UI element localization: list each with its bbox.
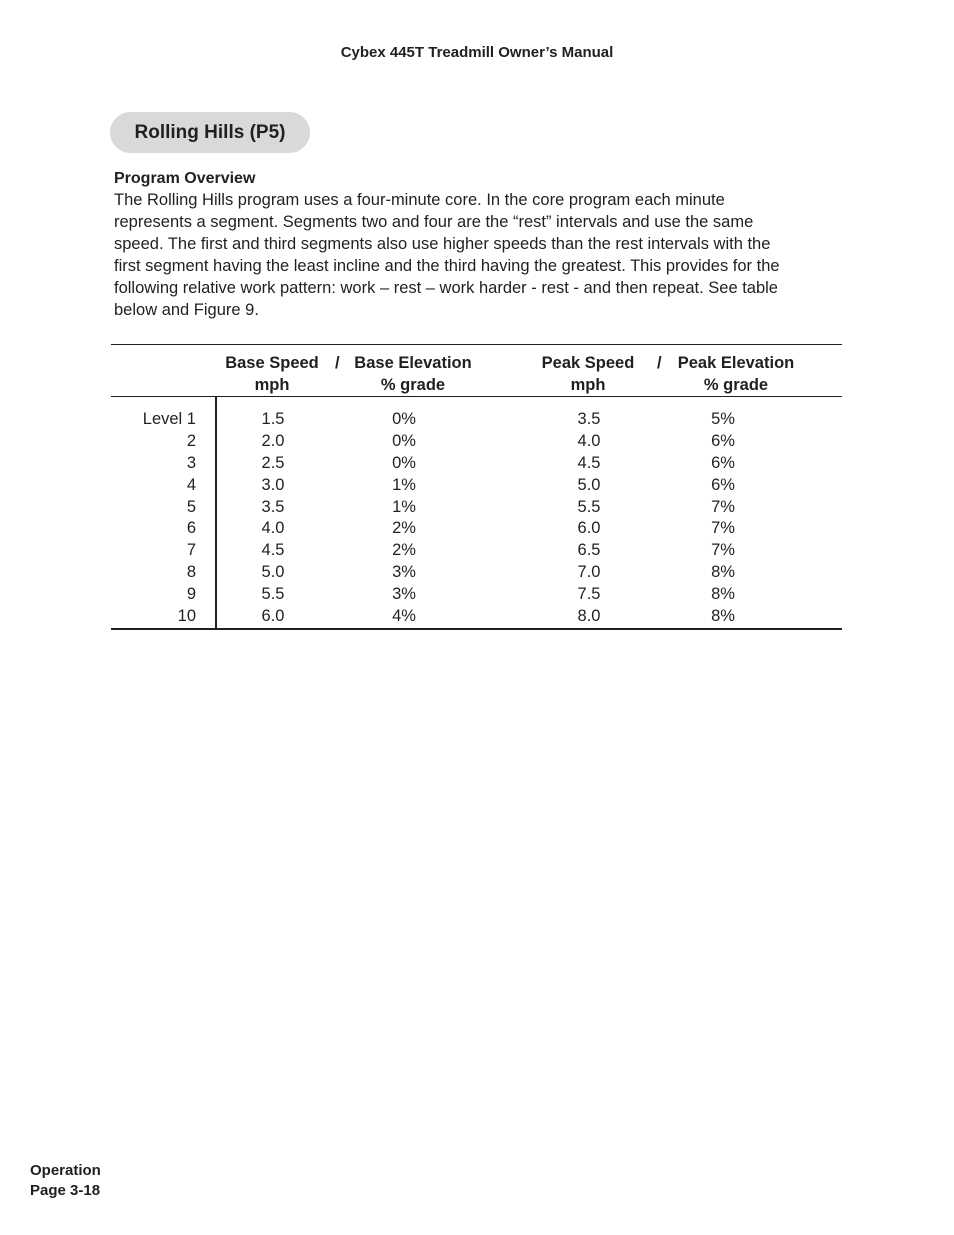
peak-speed-cell: 3.5: [577, 410, 601, 428]
peak-speed-cell: 6.0: [577, 519, 601, 538]
table-row: [0, 496, 954, 518]
peak-speed-cell: 4.5: [577, 453, 601, 472]
table-row: [0, 517, 954, 539]
peak-elevation-cell: 7%: [711, 497, 735, 516]
base-elevation-cell: 2%: [392, 519, 416, 538]
header-peak-elevation-unit: % grade: [703, 376, 769, 394]
level-cell: 7: [186, 541, 196, 560]
peak-speed-cell: 5.0: [577, 475, 601, 494]
peak-speed-cell: 7.0: [577, 563, 601, 582]
base-speed-cell: 4.0: [261, 519, 285, 538]
level-cell: 4: [186, 475, 196, 494]
header-base-elevation-unit: % grade: [380, 376, 446, 394]
overview-line: speed. The first and third segments also use higher speeds than the rest intervals with the: [114, 235, 771, 253]
level-cell: 10: [177, 607, 196, 626]
header-base-speed-unit: mph: [254, 376, 290, 394]
table-row: [0, 430, 954, 452]
page-footer: [30, 1161, 101, 1201]
peak-elevation-cell: 7%: [711, 519, 735, 538]
base-elevation-cell: 4%: [392, 607, 416, 626]
base-elevation-cell: 2%: [392, 541, 416, 560]
header-separator: /: [657, 354, 662, 372]
base-speed-cell: 5.5: [261, 585, 285, 604]
peak-speed-cell: 6.5: [577, 541, 601, 560]
peak-elevation-cell: 8%: [711, 607, 735, 626]
table-top-rule: [111, 344, 842, 345]
base-elevation-cell: 0%: [392, 410, 416, 428]
peak-elevation-cell: 6%: [711, 475, 735, 494]
overview-line: below and Figure 9.: [114, 301, 259, 319]
base-speed-cell: 5.0: [261, 563, 285, 582]
footer-section: Operation: [30, 1162, 101, 1179]
base-elevation-cell: 0%: [392, 453, 416, 472]
level-cell: Level 1: [142, 410, 196, 428]
table-row: [0, 408, 954, 430]
header-base-speed-label: Base Speed: [225, 354, 319, 372]
base-elevation-cell: 3%: [392, 563, 416, 582]
peak-elevation-cell: 8%: [711, 563, 735, 582]
level-cell: 2: [186, 431, 196, 450]
table-row: [0, 605, 954, 627]
level-cell: 9: [186, 585, 196, 604]
base-elevation-cell: 1%: [392, 497, 416, 516]
peak-speed-cell: 4.0: [577, 431, 601, 450]
level-cell: 3: [186, 453, 196, 472]
header-base-speed: [212, 352, 332, 396]
table-row: [0, 583, 954, 605]
base-speed-cell: 6.0: [261, 607, 285, 626]
header-peak-speed-unit: mph: [570, 376, 606, 394]
base-elevation-cell: 0%: [392, 431, 416, 450]
base-elevation-cell: 3%: [392, 585, 416, 604]
table-row: [0, 474, 954, 496]
base-speed-cell: 2.5: [261, 453, 285, 472]
overview-line: first segment having the least incline and the third having the greatest. This provides for the: [114, 257, 780, 275]
table-body: [0, 408, 954, 627]
header-peak-elevation: [666, 352, 806, 396]
base-speed-cell: 3.0: [261, 475, 285, 494]
section-title: Rolling Hills (P5): [110, 112, 310, 153]
base-speed-cell: 1.5: [261, 410, 285, 428]
header-base-elevation-label: Base Elevation: [354, 354, 472, 372]
level-cell: 5: [186, 497, 196, 516]
overview-heading: Program Overview: [114, 170, 256, 187]
base-elevation-cell: 1%: [392, 475, 416, 494]
peak-speed-cell: 8.0: [577, 607, 601, 626]
peak-elevation-cell: 7%: [711, 541, 735, 560]
level-cell: 6: [186, 519, 196, 538]
peak-speed-cell: 5.5: [577, 497, 601, 516]
base-speed-cell: 4.5: [261, 541, 285, 560]
peak-elevation-cell: 6%: [711, 431, 735, 450]
header-base-elevation: [345, 352, 481, 396]
overview-line: represents a segment. Segments two and four are the “rest” intervals and use the same: [114, 213, 754, 231]
header-peak-speed-label: Peak Speed: [541, 354, 635, 372]
table-row: [0, 452, 954, 474]
footer-page-number: Page 3-18: [30, 1182, 101, 1199]
table-bottom-rule: [111, 628, 842, 630]
table-row: [0, 539, 954, 561]
overview-paragraph: [114, 189, 844, 321]
header-peak-speed: [528, 352, 648, 396]
overview-line: following relative work pattern: work – rest – work harder - rest - and then repeat. See table: [114, 279, 778, 297]
base-speed-cell: 2.0: [261, 431, 285, 450]
peak-elevation-cell: 6%: [711, 453, 735, 472]
level-cell: 8: [186, 563, 196, 582]
peak-speed-cell: 7.5: [577, 585, 601, 604]
table-header-rule: [111, 396, 842, 397]
peak-elevation-cell: 5%: [711, 410, 735, 428]
table-row: [0, 561, 954, 583]
base-speed-cell: 3.5: [261, 497, 285, 516]
overview-line: The Rolling Hills program uses a four-minute core. In the core program each minute: [114, 191, 725, 209]
header-separator: /: [335, 354, 340, 372]
peak-elevation-cell: 8%: [711, 585, 735, 604]
running-header: Cybex 445T Treadmill Owner’s Manual: [340, 44, 614, 61]
header-peak-elevation-label: Peak Elevation: [677, 354, 795, 372]
